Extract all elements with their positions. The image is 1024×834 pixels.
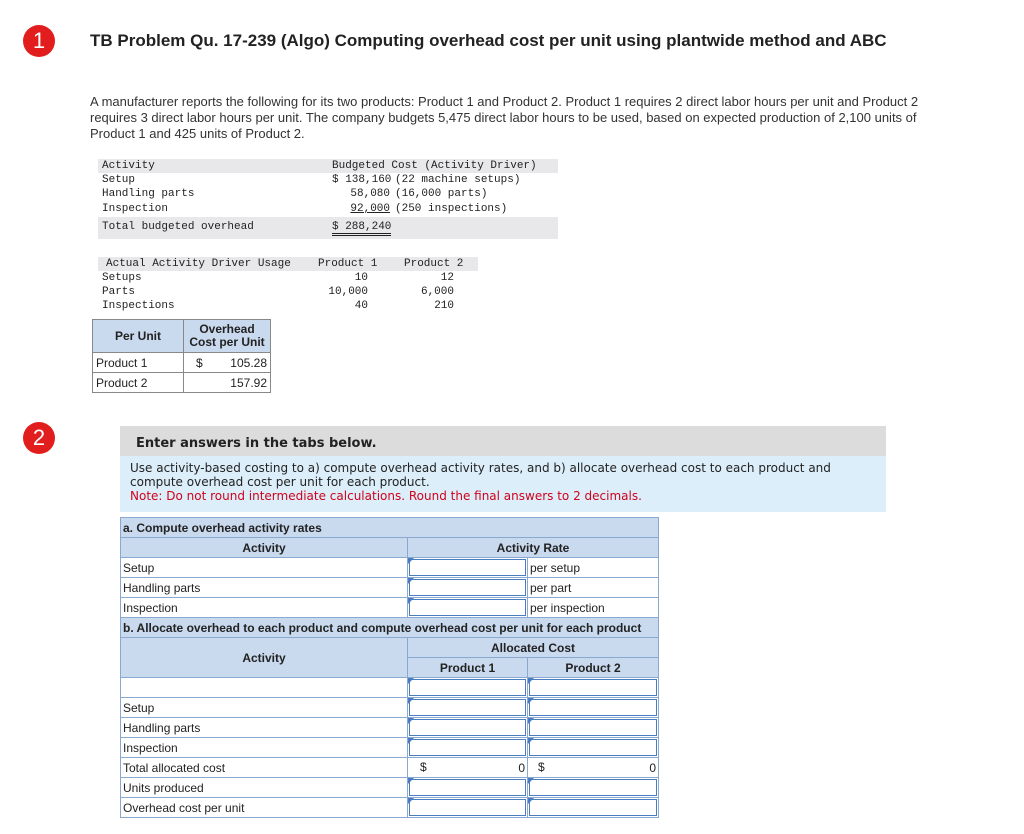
budget-total-value: $ 288,240 (332, 221, 391, 236)
budget-row-cost: $ 138,160 (332, 174, 392, 186)
cost-per-unit-label: Overhead cost per unit (121, 798, 408, 818)
usage-col-product2: Product 2 (404, 258, 464, 270)
usage-row-p1: 40 (354, 300, 368, 312)
alloc-row-label: Handling parts (121, 718, 408, 738)
budget-row-label: Inspection (102, 203, 169, 215)
units-produced-label: Units produced (121, 778, 408, 798)
usage-header: Actual Activity Driver Usage (106, 258, 291, 270)
problem-intro: A manufacturer reports the following for its two products: Product 1 and Product 2. Product 1 requires 2 direct labor hours per unit and Product 2 requires 3 direct labor hours per unit. The company budgets 5,475 direct labor hours to be used, based on expected production of 2,100 units of Product 1 and 425 units of Product 2. (90, 94, 919, 141)
tabs-header: Enter answers in the tabs below. (136, 436, 377, 451)
usage-row-p2: 12 (440, 272, 454, 284)
setup-rate-input[interactable] (408, 558, 528, 578)
per-unit-row-label: Product 2 (93, 373, 184, 393)
budget-table (98, 159, 558, 239)
rate-row-label: Handling parts (121, 578, 408, 598)
tabs-header-bar (120, 426, 886, 456)
usage-table (98, 256, 478, 316)
budget-total-label: Total budgeted overhead (102, 221, 254, 233)
alloc-activity-header: Activity (121, 638, 408, 678)
per-unit-col: Per Unit (93, 320, 184, 353)
budget-col-cost: Budgeted Cost (Activity Driver) (332, 160, 537, 172)
cost-per-unit-p2-input[interactable] (528, 798, 659, 818)
rounding-note: Note: Do not round intermediate calculations. Round the final answers to 2 decimals. (130, 489, 642, 503)
part-a-title: a. Compute overhead activity rates (121, 518, 659, 538)
overhead-cost-col: Overhead Cost per Unit (184, 320, 271, 353)
usage-row-label: Parts (102, 286, 136, 298)
total-allocated-p2 (528, 758, 659, 778)
usage-row-label: Inspections (102, 300, 175, 312)
usage-row-p1: 10 (354, 272, 368, 284)
budget-row-cost: 92,000 (350, 203, 390, 215)
inspection-alloc-p1-input[interactable] (408, 738, 528, 758)
per-unit-row-label: Product 1 (93, 353, 184, 373)
currency-symbol: $ (196, 355, 203, 370)
per-unit-table (92, 319, 271, 393)
per-unit-value: 105.28 (230, 355, 267, 370)
worksheet (120, 517, 658, 818)
currency-symbol: $ (420, 760, 427, 774)
rate-unit: per setup (528, 558, 659, 578)
alloc-row-label: Setup (121, 698, 408, 718)
alloc-input-p2[interactable] (528, 678, 659, 698)
usage-row-p2: 6,000 (420, 286, 454, 298)
usage-row-label: Setups (102, 272, 142, 284)
units-p1-input[interactable] (408, 778, 528, 798)
budget-col-activity: Activity (102, 160, 155, 172)
rate-unit: per part (528, 578, 659, 598)
handling-alloc-p2-input[interactable] (528, 718, 659, 738)
alloc-row-label: Inspection (121, 738, 408, 758)
per-unit-value: 157.92 (230, 375, 267, 390)
allocated-cost-header: Allocated Cost (408, 638, 659, 658)
per-unit-row-value (184, 373, 271, 393)
setup-alloc-p1-input[interactable] (408, 698, 528, 718)
setup-alloc-p2-input[interactable] (528, 698, 659, 718)
activity-rate-col-header: Activity Rate (408, 538, 659, 558)
budget-row-driver: (22 machine setups) (395, 174, 521, 186)
rate-row-label: Inspection (121, 598, 408, 618)
total-allocated-p1 (408, 758, 528, 778)
usage-col-product1: Product 1 (318, 258, 378, 270)
usage-row-p1: 10,000 (328, 286, 368, 298)
activity-col-header: Activity (121, 538, 408, 558)
handling-alloc-p1-input[interactable] (408, 718, 528, 738)
cost-per-unit-p1-input[interactable] (408, 798, 528, 818)
alloc-input-p1[interactable] (408, 678, 528, 698)
alloc-spacer (121, 678, 408, 698)
units-p2-input[interactable] (528, 778, 659, 798)
instructions-panel (120, 456, 886, 512)
total-value: 0 (518, 760, 525, 775)
budget-row-driver: (250 inspections) (395, 203, 508, 215)
currency-symbol: $ (538, 760, 545, 774)
problem-title: TB Problem Qu. 17-239 (Algo) Computing overhead cost per unit using plantwide method and ABC (90, 31, 887, 50)
total-value: 0 (649, 760, 657, 775)
handling-rate-input[interactable] (408, 578, 528, 598)
step-1-badge: 1 (23, 25, 55, 57)
budget-row-driver: (16,000 parts) (395, 188, 488, 200)
per-unit-row-value (184, 353, 271, 373)
product2-col-header: Product 2 (528, 658, 659, 678)
budget-row-label: Setup (102, 174, 136, 186)
inspection-alloc-p2-input[interactable] (528, 738, 659, 758)
inspection-rate-input[interactable] (408, 598, 528, 618)
product1-col-header: Product 1 (408, 658, 528, 678)
part-b-title: b. Allocate overhead to each product and compute overhead cost per unit for each product (121, 618, 659, 638)
instructions-text: Use activity-based costing to a) compute overhead activity rates, and b) allocate overhead cost to each product and compute overhead cost per unit for each product. (130, 461, 831, 489)
total-allocated-label: Total allocated cost (121, 758, 408, 778)
step-2-badge: 2 (23, 422, 55, 454)
budget-row-label: Handling parts (102, 188, 195, 200)
budget-row-cost: 58,080 (350, 188, 390, 200)
usage-row-p2: 210 (434, 300, 454, 312)
rate-unit: per inspection (528, 598, 659, 618)
rate-row-label: Setup (121, 558, 408, 578)
